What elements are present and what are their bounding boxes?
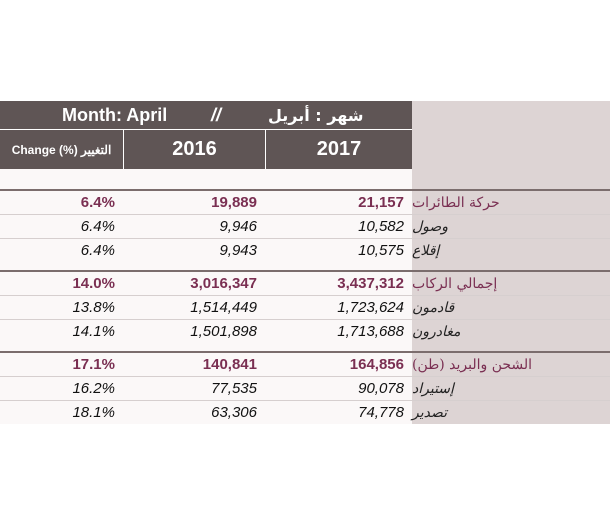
change-cell: 6.4% <box>0 239 124 262</box>
value-2017-cell: 1,713,688 <box>266 320 412 343</box>
value-2016-cell: 1,501,898 <box>124 320 266 343</box>
row-label: وصول <box>412 215 610 238</box>
table-row <box>0 376 610 400</box>
year-2017-header: 2017 <box>266 129 412 169</box>
value-2016-cell: 3,016,347 <box>124 272 266 295</box>
row-label: تصدير <box>412 401 610 424</box>
table-row <box>0 238 610 262</box>
change-cell: 13.8% <box>0 296 124 319</box>
change-cell: 14.1% <box>0 320 124 343</box>
value-2017-cell: 21,157 <box>266 191 412 214</box>
value-2017-cell: 3,437,312 <box>266 272 412 295</box>
row-label: إستيراد <box>412 377 610 400</box>
row-label: الشحن والبريد (طن) <box>412 353 610 376</box>
table-row <box>0 400 610 424</box>
month-arabic: شهر : أبريل <box>268 105 364 125</box>
statistics-table <box>0 189 610 424</box>
change-cell: 14.0% <box>0 272 124 295</box>
row-label: قادمون <box>412 296 610 319</box>
change-cell: 16.2% <box>0 377 124 400</box>
column-headers <box>0 129 412 169</box>
total-row <box>0 270 610 295</box>
change-cell: 18.1% <box>0 401 124 424</box>
table-row <box>0 295 610 319</box>
value-2016-cell: 9,943 <box>124 239 266 262</box>
change-cell: 6.4% <box>0 191 124 214</box>
month-header <box>0 101 412 129</box>
spacer-row <box>0 169 412 189</box>
row-label: مغادرون <box>412 320 610 343</box>
row-label: حركة الطائرات <box>412 191 610 214</box>
value-2016-cell: 63,306 <box>124 401 266 424</box>
value-2016-cell: 140,841 <box>124 353 266 376</box>
value-2017-cell: 10,582 <box>266 215 412 238</box>
table-row <box>0 319 610 343</box>
section-gap <box>0 343 412 351</box>
change-cell: 6.4% <box>0 215 124 238</box>
section-gap <box>0 262 412 270</box>
value-2017-cell: 164,856 <box>266 353 412 376</box>
year-2016-header: 2016 <box>124 129 266 169</box>
value-2017-cell: 74,778 <box>266 401 412 424</box>
value-2017-cell: 90,078 <box>266 377 412 400</box>
value-2016-cell: 77,535 <box>124 377 266 400</box>
month-divider: // <box>211 104 222 125</box>
total-row <box>0 189 610 214</box>
value-2016-cell: 1,514,449 <box>124 296 266 319</box>
change-column-header: Change (%) التغيير <box>0 129 124 169</box>
row-label: إجمالي الركاب <box>412 272 610 295</box>
value-2017-cell: 10,575 <box>266 239 412 262</box>
value-2016-cell: 19,889 <box>124 191 266 214</box>
value-2016-cell: 9,946 <box>124 215 266 238</box>
row-label: إقلاع <box>412 239 610 262</box>
value-2017-cell: 1,723,624 <box>266 296 412 319</box>
change-cell: 17.1% <box>0 353 124 376</box>
total-row <box>0 351 610 376</box>
table-row <box>0 214 610 238</box>
month-english: Month: April <box>62 104 168 125</box>
